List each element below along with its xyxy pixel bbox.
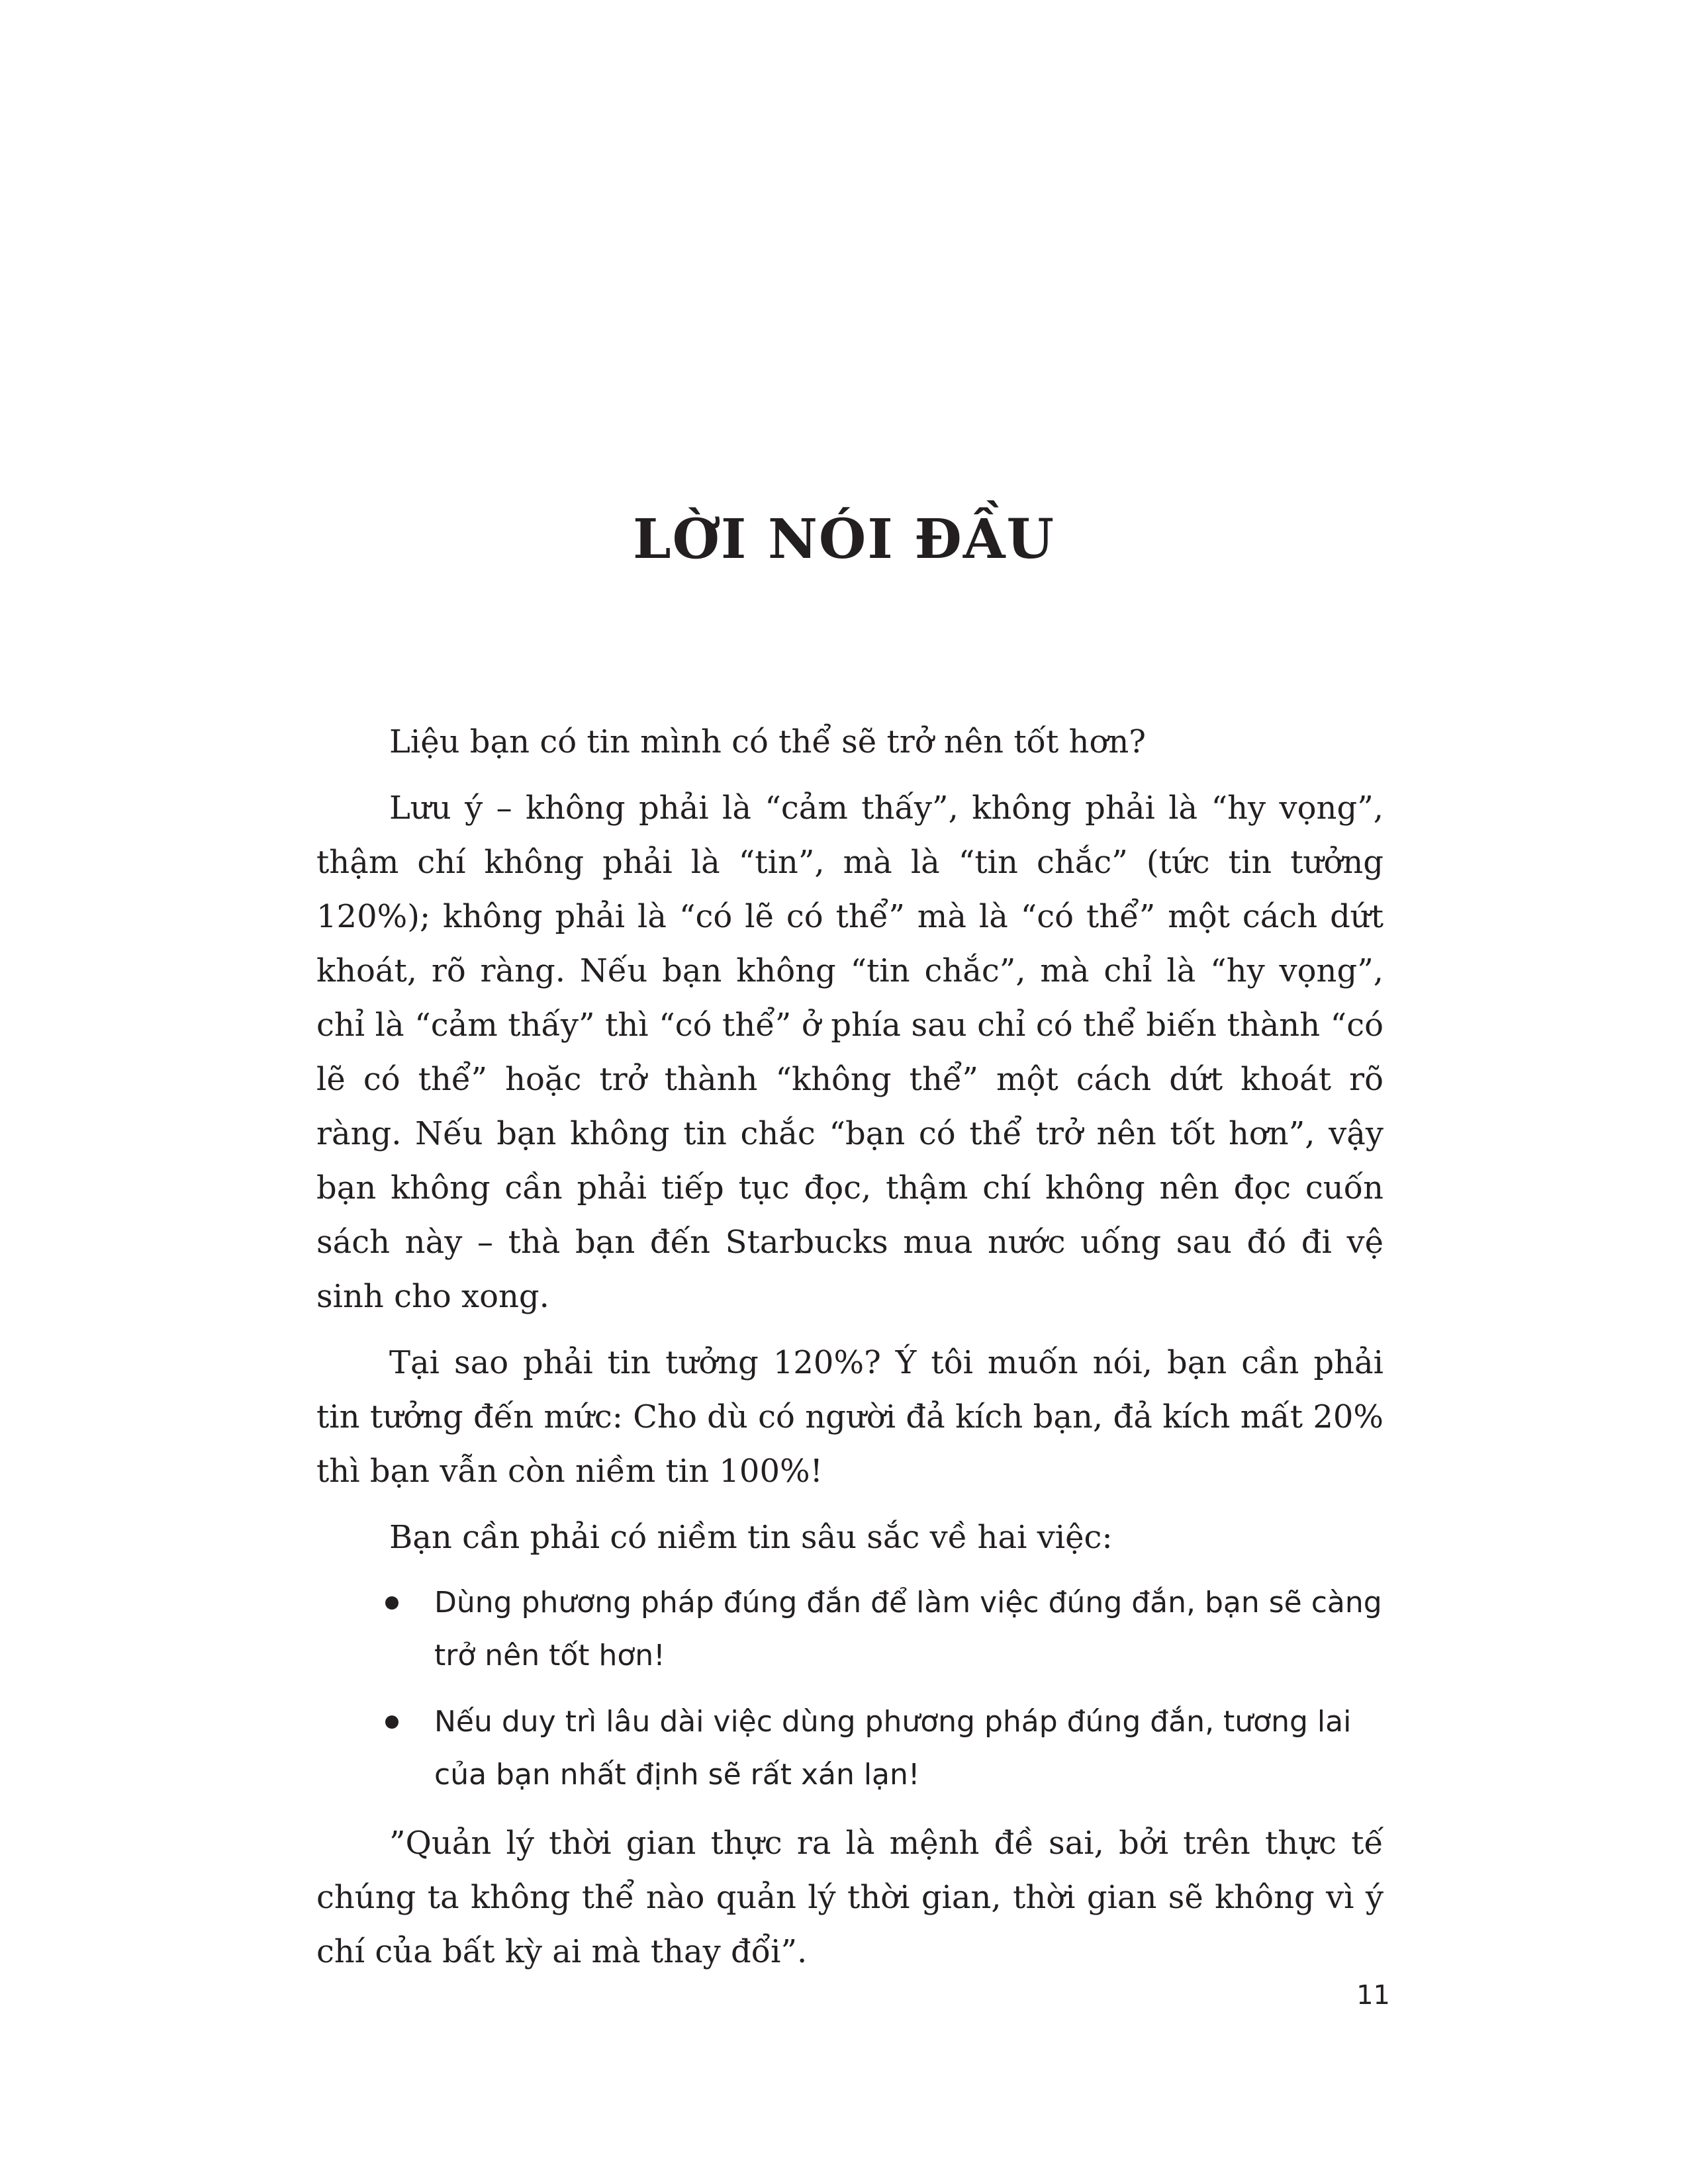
list-item	[316, 1696, 1383, 1801]
belief-list	[316, 1576, 1383, 1801]
paragraph-why: Tại sao phải tin tưởng 120%? Ý tôi muốn nói, bạn cần phải tin tưởng đến mức: Cho dù có người đả kích bạn, đả kích mất 20% thì bạn vẫn còn niềm tin 100%!	[316, 1344, 1383, 1490]
list-item-text: Nếu duy trì lâu dài việc dùng phương pháp đúng đắn, tương lai của bạn nhất định sẽ rất xán lạn!	[434, 1705, 1352, 1792]
list-item-text: Dùng phương pháp đúng đắn để làm việc đúng đắn, bạn sẽ càng trở nên tốt hơn!	[434, 1586, 1382, 1672]
list-item	[316, 1576, 1383, 1682]
closing-quote: ”Quản lý thời gian thực ra là mệnh đề sai, bởi trên thực tế chúng ta không thể nào quản lý thời gian, thời gian sẽ không vì ý chí của bất kỳ ai mà thay đổi”.	[316, 1825, 1383, 1970]
body-text	[316, 715, 1383, 1991]
paragraph-two-things: Bạn cần phải có niềm tin sâu sắc về hai việc:	[389, 1519, 1113, 1556]
bullet-icon	[385, 1596, 399, 1610]
page-number: 11	[1356, 1980, 1390, 2011]
paragraph-note: Lưu ý – không phải là “cảm thấy”, không phải là “hy vọng”, thậm chí không phải là “tin”, mà là “tin chắc” (tức tin tưởng 120%); không phải là “có lẽ có thể” mà là “có thể” một cách dứt khoát, rõ ràng. Nếu bạn không “tin chắc”, mà chỉ là “hy vọng”, chỉ là “cảm thấy” thì “có thể” ở phía sau chỉ có thể biến thành “có lẽ có thể” hoặc trở thành “không thể” một cách dứt khoát rõ ràng. Nếu bạn không tin chắc “bạn có thể trở nên tốt hơn”, vậy bạn không cần phải tiếp tục đọc, thậm chí không nên đọc cuốn sách này – thà bạn đến Starbucks mua nước uống sau đó đi vệ sinh cho xong.	[316, 790, 1383, 1315]
paragraph-question: Liệu bạn có tin mình có thể sẽ trở nên tốt hơn?	[389, 723, 1146, 760]
bullet-icon	[385, 1715, 399, 1729]
page-title: LỜI NÓI ĐẦU	[632, 508, 1056, 571]
